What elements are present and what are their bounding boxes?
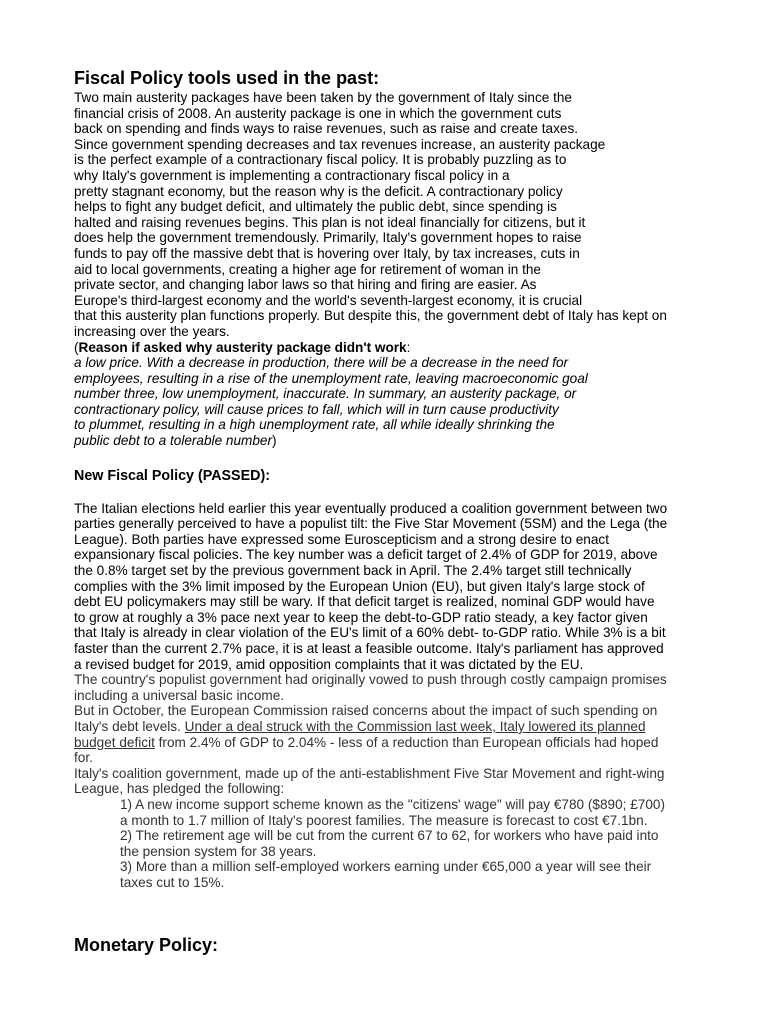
monetary-policy-heading: Monetary Policy: — [74, 934, 219, 955]
deficit-article-link[interactable]: Under a deal struck with the Commission last week, Italy lowered its planned — [184, 718, 646, 734]
text-line: But in October, the European Commission raised concerns about the impact of such spending on — [74, 703, 658, 719]
italic-line: number three, low unemployment, inaccurate. In summary, an austerity package, or — [74, 386, 577, 402]
text-line: does help the government tremendously. Primarily, Italy's government hopes to raise — [74, 230, 582, 246]
deficit-line-prefix: Italy's debt levels. — [74, 718, 185, 734]
text-line: debt EU policymakers may still be wary. If that deficit target is realized, nominal GDP would have — [74, 594, 655, 610]
deficit-line-suffix: from 2.4% of GDP to 2.04% - less of a reduction than European officials had hoped — [154, 734, 659, 750]
text-line: Italy's coalition government, made up of the anti-establishment Five Star Movement and right-wing — [74, 765, 665, 781]
new-fiscal-heading: New Fiscal Policy (PASSED): — [74, 467, 270, 484]
italic-line: contractionary policy, will cause prices to fall, which will in turn cause productivity — [74, 401, 559, 417]
italic-line: employees, resulting in a rise of the unemployment rate, leaving macroeconomic goal — [74, 370, 588, 386]
reason-colon: : — [406, 339, 411, 355]
pledge-line: 1) A new income support scheme known as the "citizens' wage" will pay €780 ($890; £700) — [120, 796, 665, 812]
deficit-line — [74, 719, 704, 735]
text-line: increasing over the years. — [74, 323, 230, 339]
text-line: helps to fight any budget deficit, and ultimately the public debt, since spending is — [74, 199, 557, 215]
budget-deficit-link[interactable]: budget deficit — [74, 734, 155, 750]
text-line: the 0.8% target set by the previous government back in April. The 2.4% target still technically — [74, 563, 632, 579]
text-line: The Italian elections held earlier this year eventually produced a coalition government between two — [74, 500, 668, 516]
text-line: that this austerity plan functions properly. But despite this, the government debt of Italy has kept on — [74, 308, 667, 324]
new-fiscal-paragraph — [74, 501, 704, 673]
reason-line — [74, 340, 704, 356]
text-line: Since government spending decreases and tax revenues increase, an austerity package — [74, 136, 606, 152]
italic-line: a low price. With a decrease in production, there will be a decrease in the need for — [74, 355, 569, 371]
text-line: pretty stagnant economy, but the reason why is the deficit. A contractionary policy — [74, 183, 563, 199]
text-line: The country's populist government had originally vowed to push through costly campaign promises — [74, 672, 667, 688]
italic-fragment: public debt to a tolerable number — [74, 433, 272, 449]
close-paren: ) — [272, 433, 277, 449]
text-line: funds to pay off the massive debt that is hovering over Italy, by tax increases, cuts in — [74, 245, 580, 261]
italic-last-line — [74, 433, 704, 449]
reason-open-paren: ( — [74, 339, 79, 355]
pledge-line: a month to 1.7 million of Italy's poorest families. The measure is forecast to cost €7.1bn. — [120, 812, 648, 828]
text-line: League, has pledged the following: — [74, 781, 285, 797]
text-line: why Italy's government is implementing a contractionary fiscal policy in a — [74, 167, 510, 183]
text-line: parties generally perceived to have a populist tilt: the Five Star Movement (5SM) and the Lega (the — [74, 516, 668, 532]
text-line: a revised budget for 2019, amid opposition complaints that it was dictated by the EU. — [74, 656, 584, 672]
fiscal-tools-paragraph — [74, 90, 704, 449]
text-line: aid to local governments, creating a higher age for retirement of woman in the — [74, 261, 541, 277]
text-line: faster than the current 2.7% pace, it is at least a feasible outcome. Italy's parliament has approved — [74, 641, 664, 656]
text-line: financial crisis of 2008. An austerity package is one in which the government cuts — [74, 105, 562, 121]
document-page — [74, 66, 704, 957]
text-line: to grow at roughly a 3% pace next year to keep the debt-to-GDP ratio steady, a key factor given — [74, 609, 648, 625]
text-line: that Italy is already in clear violation of the EU's limit of a 60% debt- to-GDP ratio. While 3% is a bit — [74, 625, 666, 641]
news-excerpt — [74, 672, 704, 890]
text-line: is the perfect example of a contractionary fiscal policy. It is probably puzzling as to — [74, 152, 567, 168]
text-line: expansionary fiscal policies. The key number was a deficit target of 2.4% of GDP for 2019, above — [74, 547, 658, 563]
text-line: for. — [74, 750, 93, 766]
text-line: complies with the 3% limit imposed by the European Union (EU), but given Italy's large stock of — [74, 578, 645, 594]
pledge-line: the pension system for 38 years. — [120, 843, 317, 859]
pledge-line: 2) The retirement age will be cut from the current 67 to 62, for workers who have paid into — [120, 828, 659, 844]
reason-label: Reason if asked why austerity package didn't work — [78, 339, 407, 355]
pledge-line: 3) More than a million self-employed workers earning under €65,000 a year will see their — [120, 859, 652, 875]
text-line: back on spending and finds ways to raise revenues, such as raise and create taxes. — [74, 121, 579, 137]
text-line: League). Both parties have expressed some Euroscepticism and a strong desire to enact — [74, 531, 609, 547]
deficit-line-2 — [74, 735, 704, 751]
text-line: including a universal basic income. — [74, 687, 285, 703]
text-line: halted and raising revenues begins. This plan is not ideal financially for citizens, but it — [74, 214, 586, 230]
italic-line: to plummet, resulting in a high unemployment rate, all while ideally shrinking the — [74, 417, 555, 433]
fiscal-tools-heading: Fiscal Policy tools used in the past: — [74, 68, 380, 88]
text-line: Two main austerity packages have been taken by the government of Italy since the — [74, 90, 572, 105]
text-line: private sector, and changing labor laws so that hiring and firing are easier. As — [74, 277, 537, 293]
pledge-line: taxes cut to 15%. — [120, 874, 225, 890]
text-line: Europe's third-largest economy and the world's seventh-largest economy, it is crucial — [74, 292, 583, 308]
